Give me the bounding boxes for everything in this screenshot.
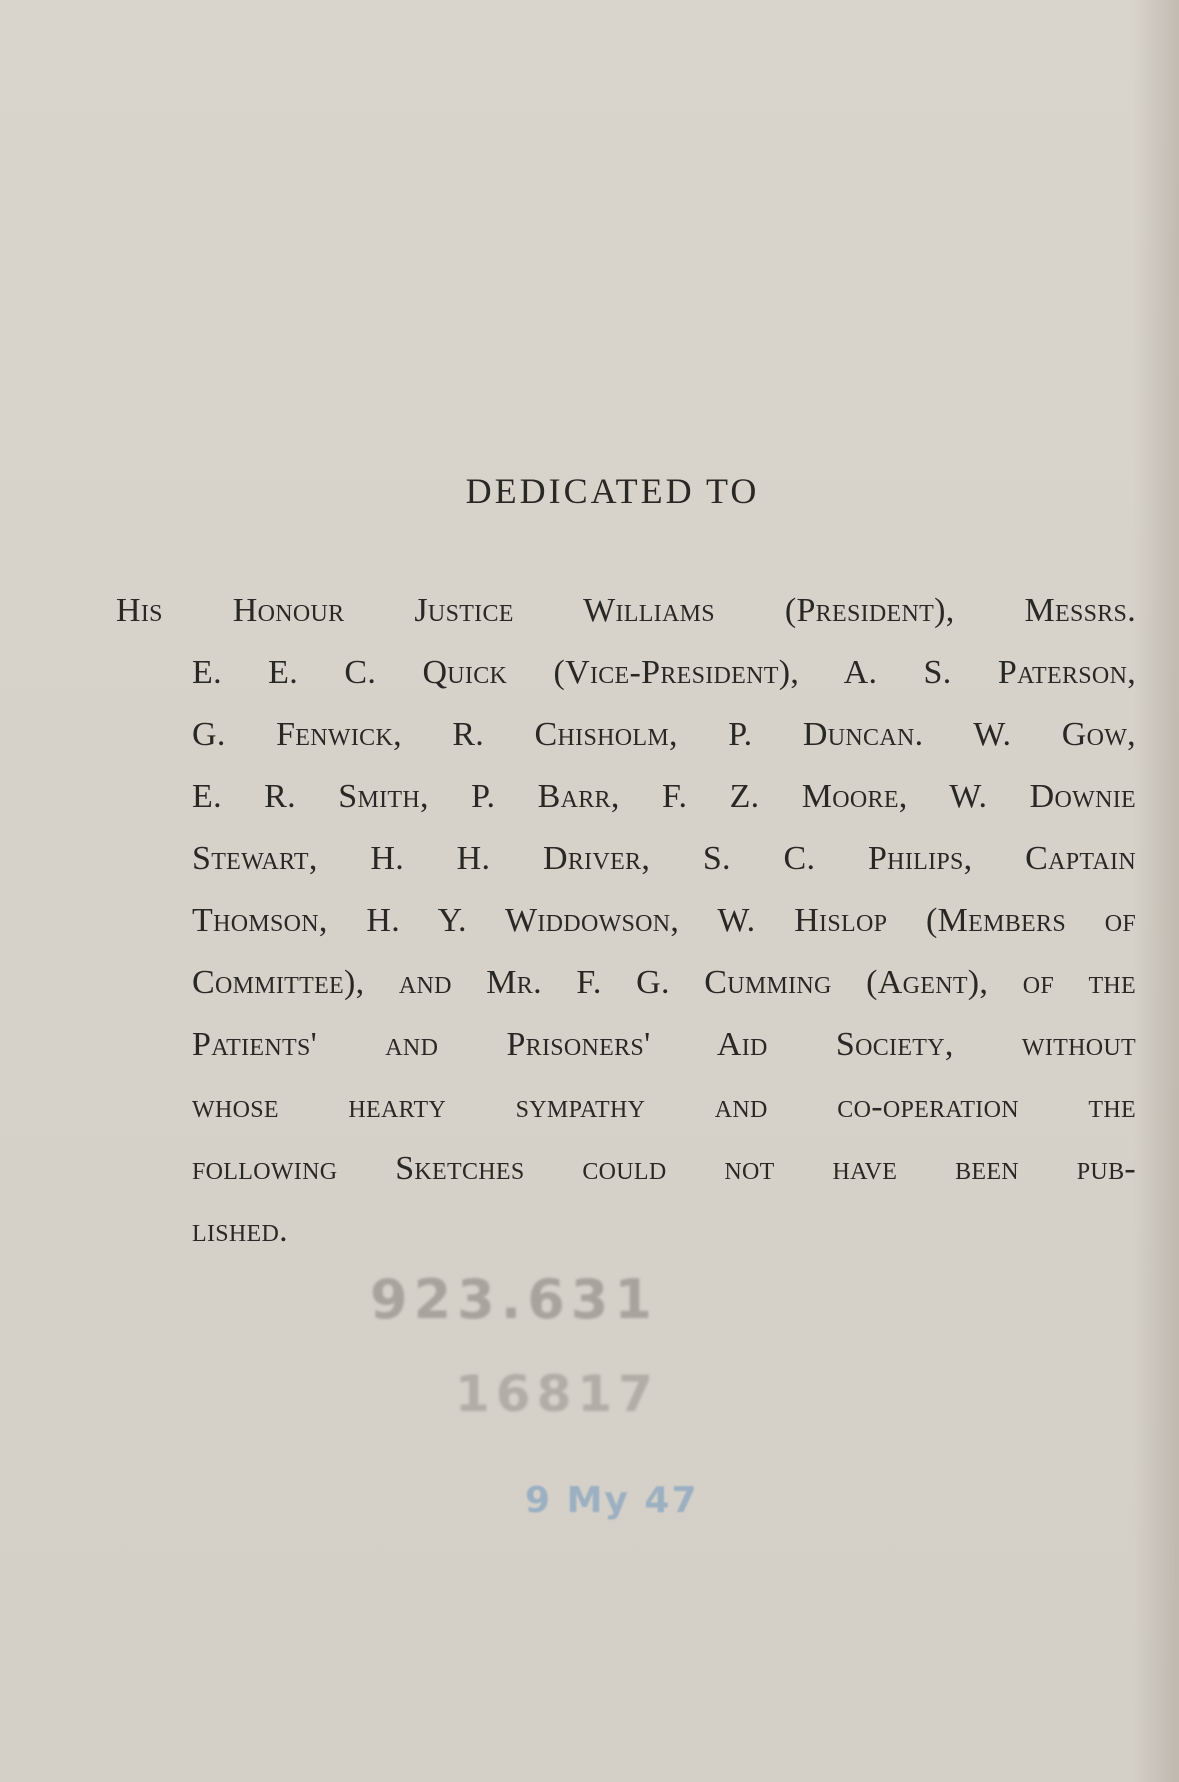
call-number-stamp: 923.631 <box>370 1268 658 1331</box>
accession-number-stamp: 16817 <box>455 1365 659 1423</box>
date-stamp: 9 My 47 <box>525 1480 699 1521</box>
dedication-line: lished. <box>192 1212 288 1249</box>
dedication-line: E. R. Smith, P. Barr, F. Z. Moore, W. Downie <box>192 778 1136 815</box>
dedication-heading: DEDICATED TO <box>465 471 760 511</box>
dedication-line: G. Fenwick, R. Chisholm, P. Duncan. W. Gow, <box>192 716 1136 753</box>
dedication-line: Patients' and Prisoners' Aid Society, without <box>192 1026 1136 1063</box>
dedication-line: Stewart, H. H. Driver, S. C. Philips, Captain <box>192 840 1136 877</box>
dedication-text <box>116 580 1136 1262</box>
dedication-line: whose hearty sympathy and co-operation the <box>192 1088 1136 1125</box>
dedication-line: Thomson, H. Y. Widdowson, W. Hislop (Members of <box>192 902 1136 939</box>
dedication-line: E. E. C. Quick (Vice-President), A. S. Paterson, <box>192 654 1136 691</box>
dedication-line: Committee), and Mr. F. G. Cumming (Agent), of the <box>192 964 1136 1001</box>
dedication-line: His Honour Justice Williams (President), Messrs. <box>116 592 1136 629</box>
dedication-line: following Sketches could not have been pub- <box>192 1150 1136 1187</box>
